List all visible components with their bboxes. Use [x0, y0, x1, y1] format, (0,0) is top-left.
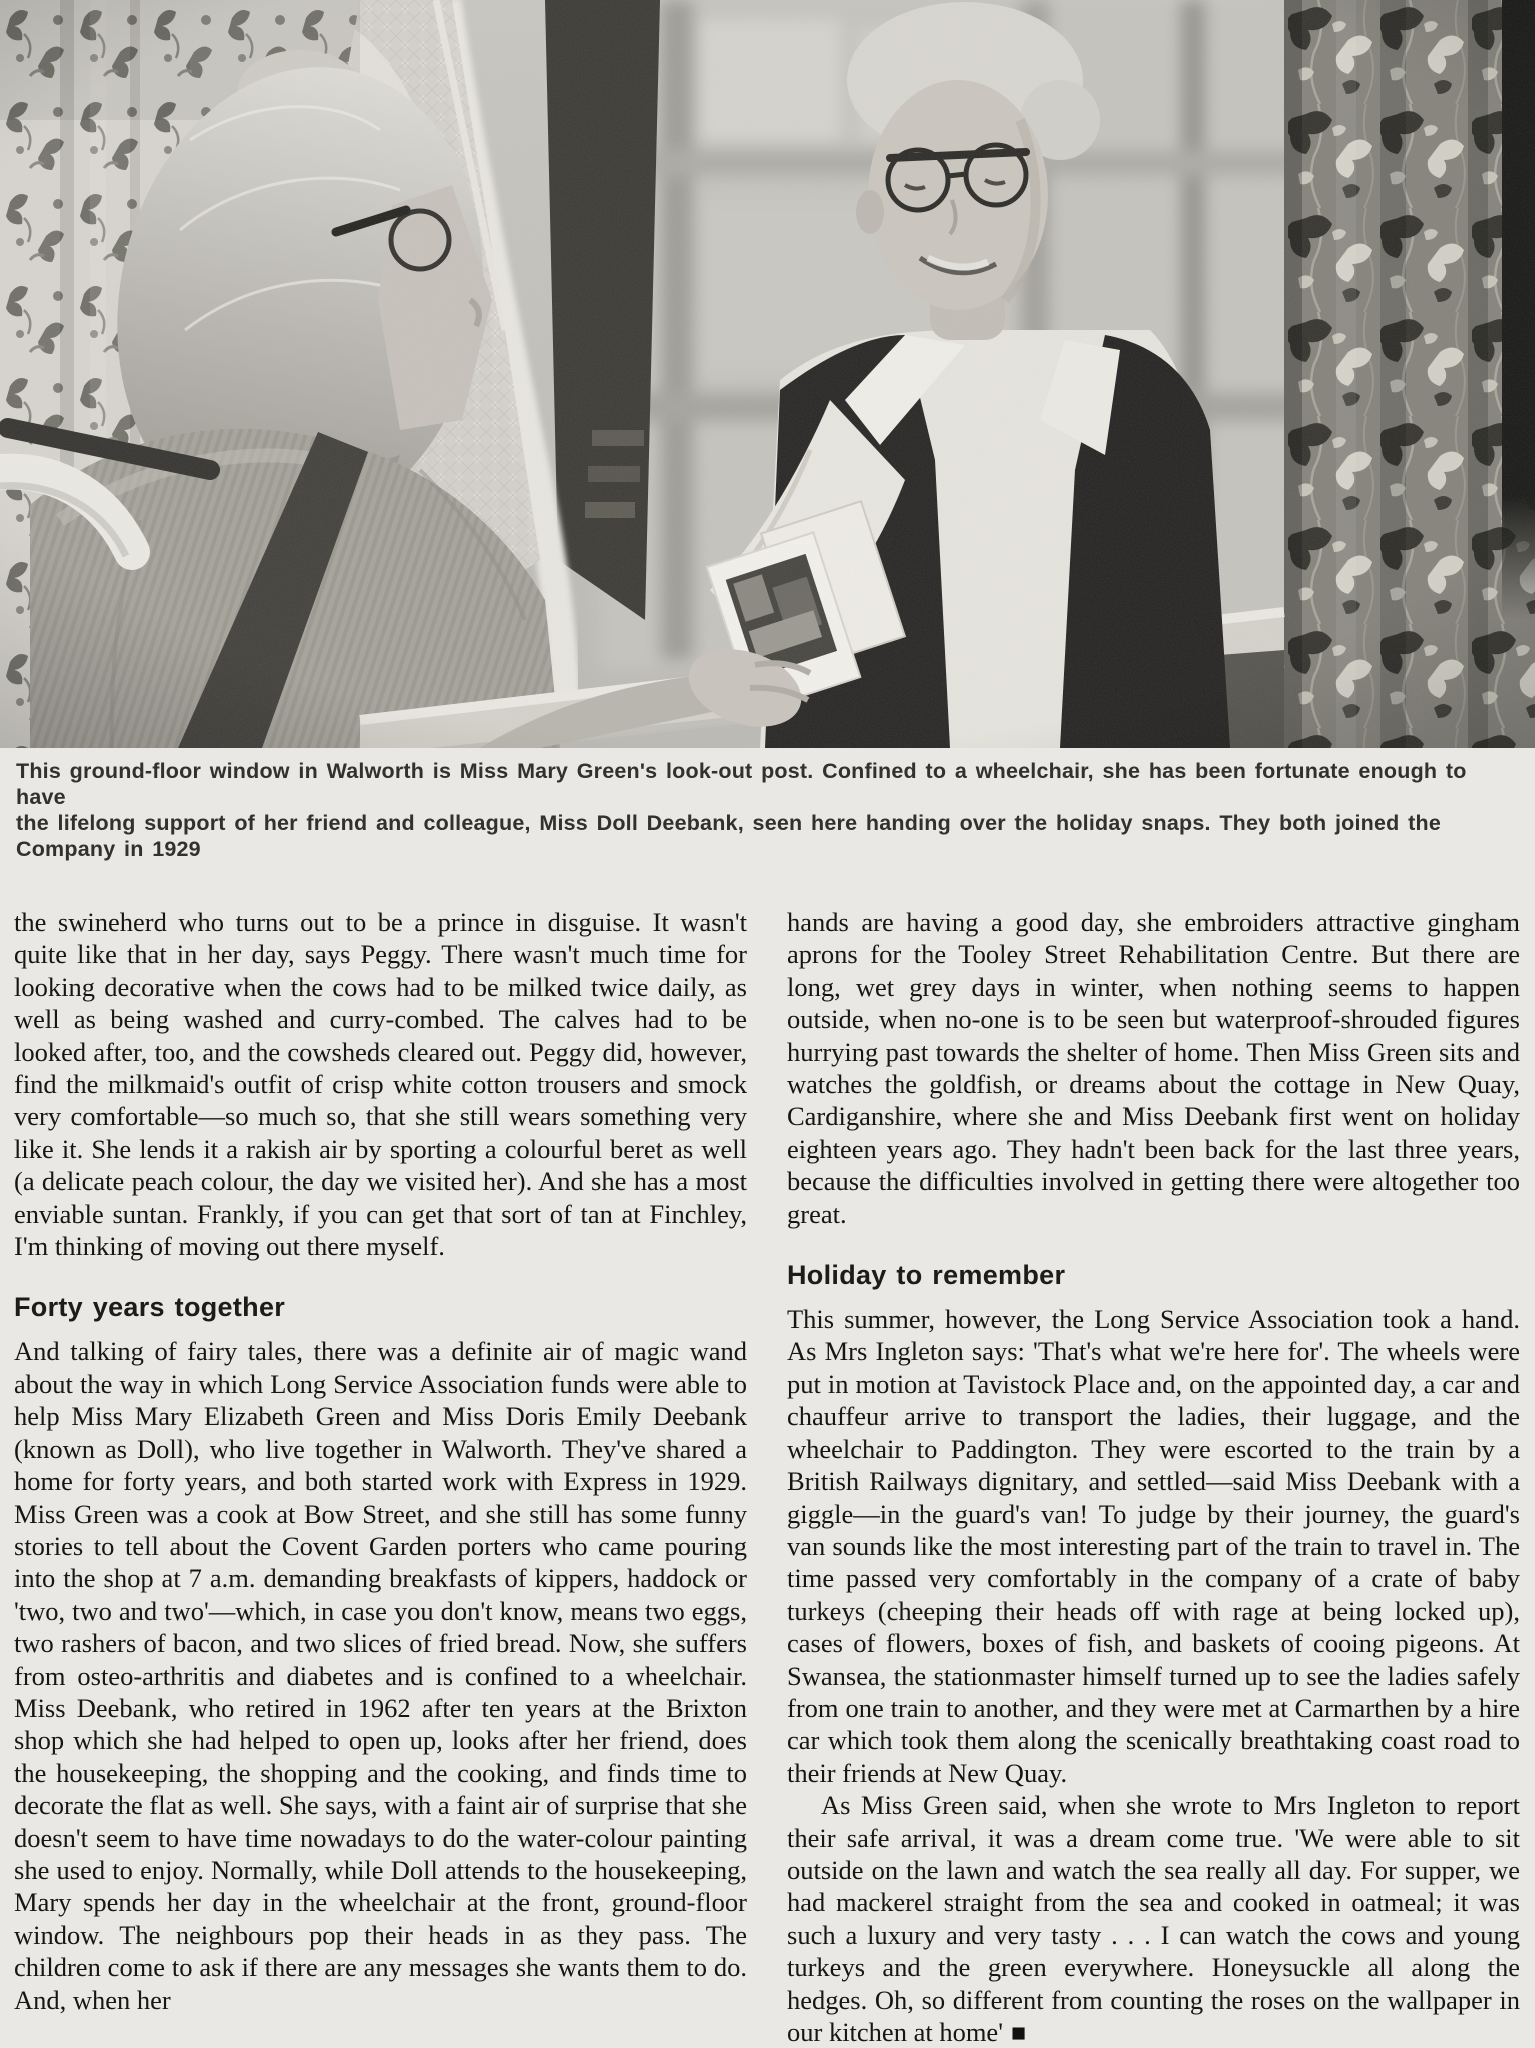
end-mark: ■ — [1010, 2020, 1027, 2047]
body-paragraph-2: And talking of fairy tales, there was a definite air of magic wand about the way in which Long Service Association funds were able to help Miss Mary Elizabeth Green and Miss Doris Emily Deebank (known as Doll), who live together in Walworth. They've shared a home for forty years, and both started work with Express in 1929. Miss Green was a cook at Bow Street, and she still has some funny stories to tell about the Covent Garden porters who came pouring into the shop at 7 a.m. demanding breakfasts of kippers, haddock or 'two, two and two'—which, in case you don't know, means two eggs, two rashers of bacon, and two slices of fried bread. Now, she suffers from osteo-arthritis and diabetes and is confined to a wheelchair. Miss Deebank, who retired in 1962 after ten years at the Brixton shop which she had helped to open up, looks after her friend, does the housekeeping, the shopping and the cooking, and finds time to decorate the flat as well. She says, with a faint air of surprise that she doesn't seem to have time nowadays to do the water-colour painting she used to enjoy. Normally, while Doll attends to the housekeeping, Mary spends her day in the wheelchair at the front, ground-floor window. The neighbours pop their heads in as they pass. The children come to ask if there are any messages she wants them to do. And, when her — [14, 1336, 747, 2015]
photo-caption — [16, 758, 1519, 862]
section-heading-forty-years: Forty years together — [14, 1292, 286, 1323]
closing-paragraph-text: As Miss Green said, when she wrote to Mrs Ingleton to report their safe arrival, it was a dream come true. 'We were able to sit outside on the lawn and watch the sea really all day. For supper, we had mackerel straight from the sea and cooked in oatmeal; it was such a luxury and very tasty . . . I can watch the cows and young turkeys and the green everywhere. Honeysuckle all along the hedges. Oh, so different from counting the roses on the wallpaper in our kitchen at home' — [787, 1790, 1520, 2047]
body-paragraph-4: This summer, however, the Long Service Association took a hand. As Mrs Ingleton says: 'That's what we're here for'. The wheels were put in motion at Tavistock Place and, on the appointed day, a car and chauffeur arrive to transport the ladies, their luggage, and the wheelchair to Paddington. They were escorted to the train by a British Railways dignitary, and settled—said Miss Deebank with a giggle—in the guard's van! To judge by their journey, the guard's van sounds like the most interesting part of the train to travel in. The time passed very comfortably in the company of a crate of baby turkeys (cheeping their heads off with rage at being locked up), cases of flowers, boxes of fish, and baskets of cooing pigeons. At Swansea, the stationmaster himself turned up to see the ladies safely from one train to another, and they were met at Carmarthen by a hire car which took them along the scenically breathtaking coast road to their friends at New Quay. — [787, 1304, 1520, 1788]
caption-line-2: the lifelong support of her friend and colleague, Miss Doll Deebank, seen here handing over the holiday snaps. They both joined the Company in 1929 — [16, 811, 1442, 861]
body-paragraph-3: hands are having a good day, she embroiders attractive gingham aprons for the Tooley Street Rehabilitation Centre. But there are long, wet grey days in winter, when nothing seems to happen outside, when no-one is to be seen but waterproof-shrouded figures hurrying past towards the shelter of home. Then Miss Green sits and watches the goldfish, or dreams about the cottage in New Quay, Cardiganshire, where she and Miss Deebank first went on holiday eighteen years ago. They hadn't been back for the last three years, because the difficulties involved in getting there were altogether too great. — [787, 907, 1520, 1229]
right-column — [787, 906, 1520, 2048]
photo-illustration — [0, 0, 1535, 748]
body-paragraph-5 — [787, 1789, 1520, 2048]
caption-line-1: This ground-floor window in Walworth is Miss Mary Green's look-out post. Confined to a wheelchair, she has been fortunate enough to have — [16, 759, 1467, 809]
grain-overlay — [0, 0, 1535, 748]
section-heading-holiday: Holiday to remember — [787, 1260, 1066, 1291]
left-column — [14, 906, 747, 2048]
article-columns — [14, 906, 1521, 2048]
body-paragraph-1: the swineherd who turns out to be a prince in disguise. It wasn't quite like that in her day, says Peggy. There wasn't much time for looking decorative when the cows had to be milked twice daily, as well as being washed and curry-combed. The calves had to be looked after, too, and the cowsheds cleared out. Peggy did, however, find the milkmaid's outfit of crisp white cotton trousers and smock very comfortable—so much so, that she still wears something very like it. She lends it a rakish air by sporting a colourful beret as well (a delicate peach colour, the day we visited her). And she has a most enviable suntan. Frankly, if you can get that sort of tan at Finchley, I'm thinking of moving out there myself. — [14, 907, 747, 1262]
article-photo — [0, 0, 1535, 748]
